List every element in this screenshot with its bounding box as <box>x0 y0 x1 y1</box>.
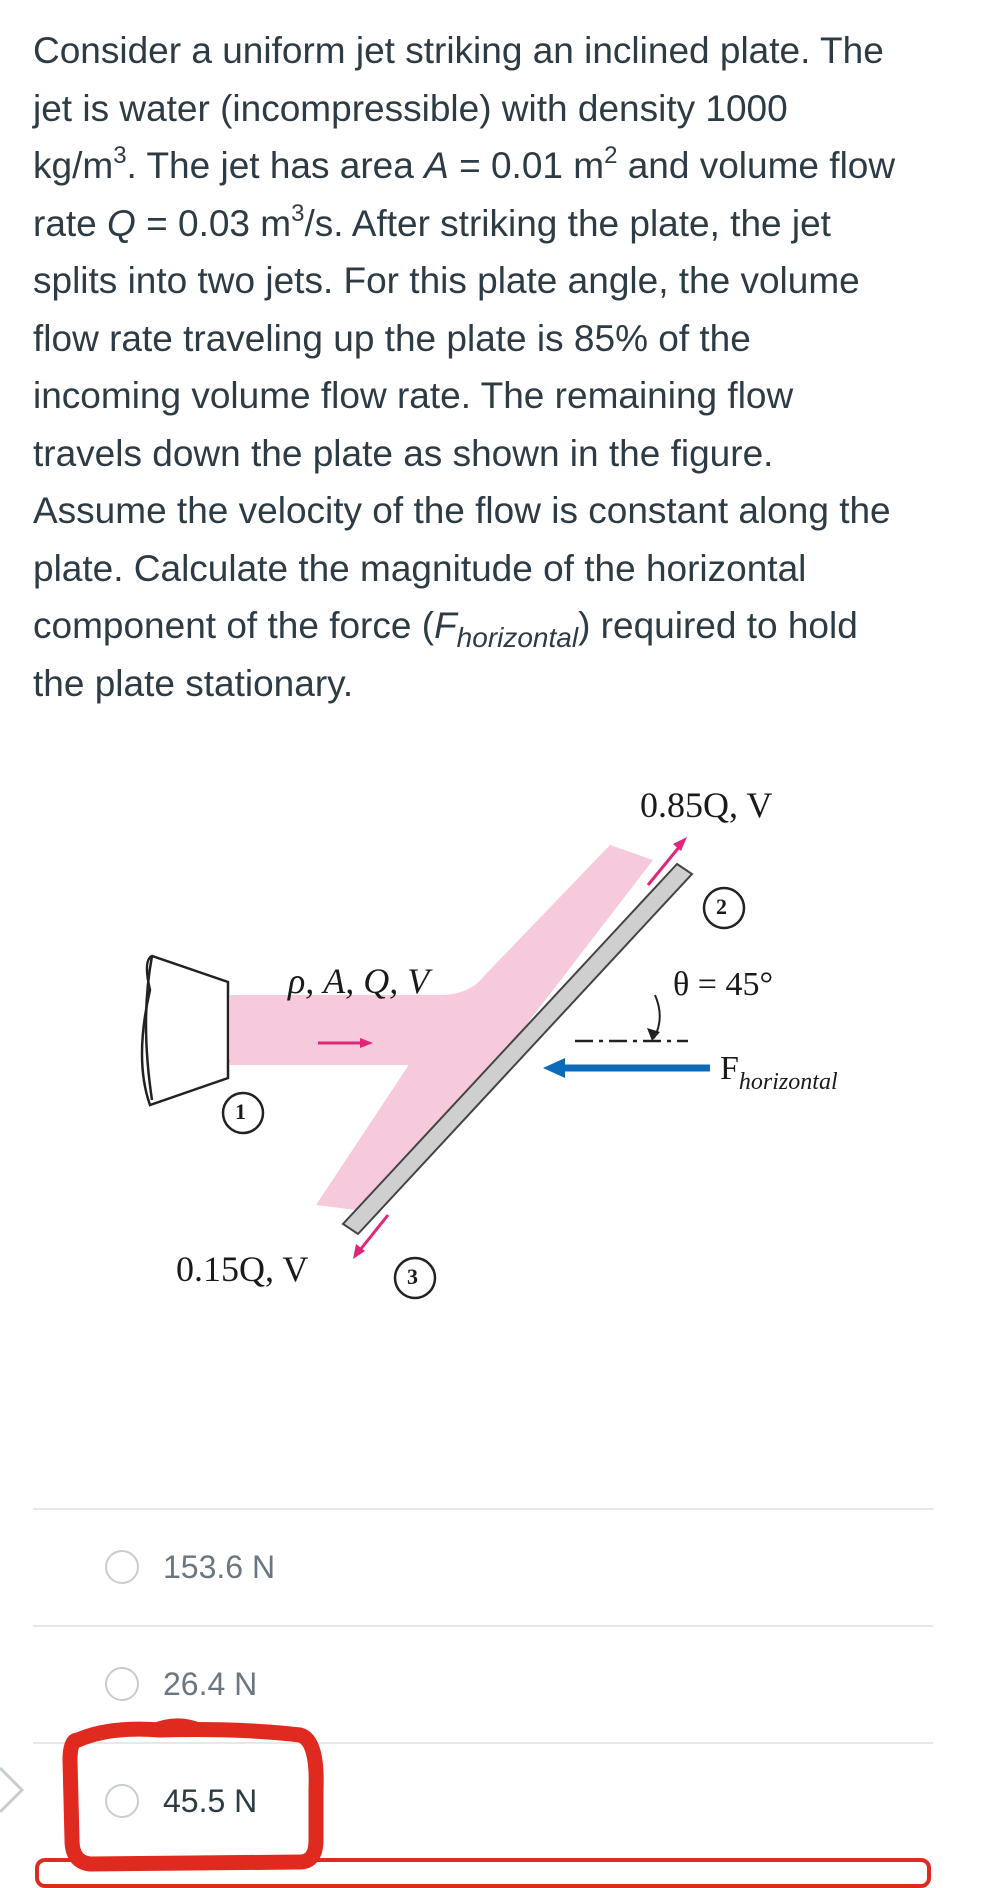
radio-button[interactable] <box>105 1667 139 1701</box>
answer-option-2[interactable] <box>105 1654 257 1714</box>
answer-label: 45.5 N <box>163 1782 258 1819</box>
jet-plate-figure <box>140 760 880 1320</box>
question-line: component of the force $(F_{horizontal})$ required to hold <box>33 605 858 653</box>
question-line: Assume the velocity of the flow is constant along the <box>33 490 891 531</box>
question-line: $kg/m^3$. The jet has area A = 0.01 $m^2$ and volume flow <box>33 142 896 186</box>
question-line: flow rate traveling up the plate is 85% of the <box>33 317 751 359</box>
label-outflow-down: 0.15Q, V <box>176 1249 309 1289</box>
question-line: jet is water (incompressible) with density 1000 <box>33 87 788 129</box>
question-line: travels down the plate as shown in the figure. <box>33 432 774 474</box>
question-text <box>33 22 958 712</box>
station-1-label: 1 <box>235 1099 246 1124</box>
label-angle: θ = 45° <box>673 966 774 1003</box>
question-line: rate Q = 0.03 $m^3/s$. After striking the plate, the jet <box>33 199 831 244</box>
outflow-up-arrow-head <box>673 837 687 851</box>
label-inflow: ρ, A, Q, V <box>288 961 430 1001</box>
answer-option-1[interactable] <box>105 1537 275 1597</box>
radio-button[interactable] <box>105 1550 139 1584</box>
radio-button[interactable] <box>105 1784 139 1818</box>
answer-option-3[interactable] <box>105 1771 257 1831</box>
chevron-left-edge-icon[interactable] <box>0 1760 30 1820</box>
answer-divider <box>33 1508 933 1510</box>
answer-divider <box>33 1625 933 1627</box>
answer-label: 26.4 N <box>163 1665 258 1702</box>
question-line: incoming volume flow rate. The remaining flow <box>33 375 794 416</box>
figure-drawing <box>140 760 880 1320</box>
question-line: plate. Calculate the magnitude of the horizontal <box>33 547 807 589</box>
answer-label: 153.6 N <box>163 1548 276 1585</box>
force-arrow-head <box>543 1058 565 1078</box>
next-item-outline <box>35 1858 931 1888</box>
label-outflow-up: 0.85Q, V <box>640 785 773 825</box>
nozzle <box>142 956 228 1105</box>
question-line: Consider a uniform jet striking an inclined plate. The <box>33 30 884 71</box>
question-line: splits into two jets. For this plate angle, the volume <box>33 260 860 301</box>
station-2-label: 2 <box>716 894 727 919</box>
jet-flow-main <box>230 845 653 1205</box>
station-3-label: 3 <box>407 1264 418 1289</box>
label-force: $F_{horizontal}$ <box>720 1050 838 1095</box>
question-line: the plate stationary. <box>33 662 354 704</box>
answer-divider <box>33 1742 933 1744</box>
